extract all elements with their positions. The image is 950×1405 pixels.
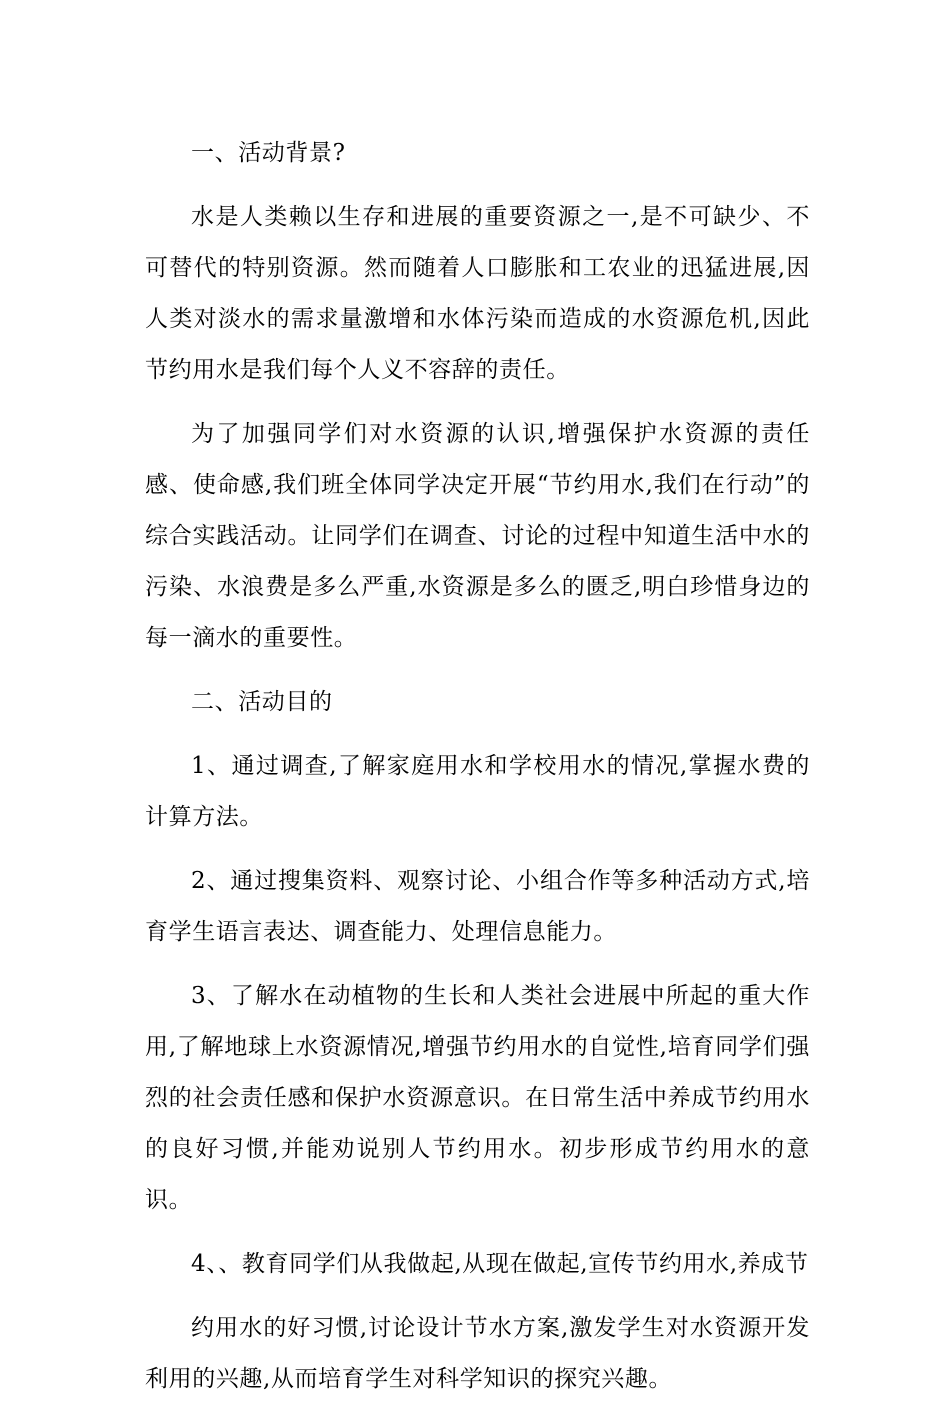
goal-item-4-continued: 约用水的好习惯,讨论设计节水方案,激发学生对水资源开发利用的兴趣,从而培育学生对科学知识的探究兴趣。: [145, 1315, 810, 1392]
goal-item-1: 1、通过调查,了解家庭用水和学校用水的情况,掌握水费的计算方法。: [145, 753, 810, 830]
section-heading-background: 一、活动背景?: [191, 140, 346, 166]
document-body: [145, 128, 810, 1405]
section-heading-goals: 二、活动目的: [191, 689, 333, 715]
goal-item-3: 3、了解水在动植物的生长和人类社会进展中所起的重大作用,了解地球上水资源情况,增强节约用水的自觉性,培育同学们强烈的社会责任感和保护水资源意识。在日常生活中养成节约用水的良好习惯,并能劝说别人节约用水。初步形成节约用水的意识。: [145, 983, 810, 1213]
background-paragraph-2: 为了加强同学们对水资源的认识,增强保护水资源的责任感、使命感,我们班全体同学决定开展“节约用水,我们在行动”的综合实践活动。让同学们在调查、讨论的过程中知道生活中水的污染、水浪费是多么严重,水资源是多么的匮乏,明白珍惜身边的每一滴水的重要性。: [145, 421, 810, 651]
background-paragraph-1: 水是人类赖以生存和进展的重要资源之一,是不可缺少、不可替代的特别资源。然而随着人口膨胀和工农业的迅猛进展,因人类对淡水的需求量激增和水体污染而造成的水资源危机,因此节约用水是我们每个人义不容辞的责任。: [145, 204, 810, 383]
goal-item-4: 4、、教育同学们从我做起,从现在做起,宣传节约用水,养成节: [191, 1251, 809, 1277]
goal-item-2: 2、通过搜集资料、观察讨论、小组合作等多种活动方式,培育学生语言表达、调查能力、处理信息能力。: [145, 868, 810, 945]
